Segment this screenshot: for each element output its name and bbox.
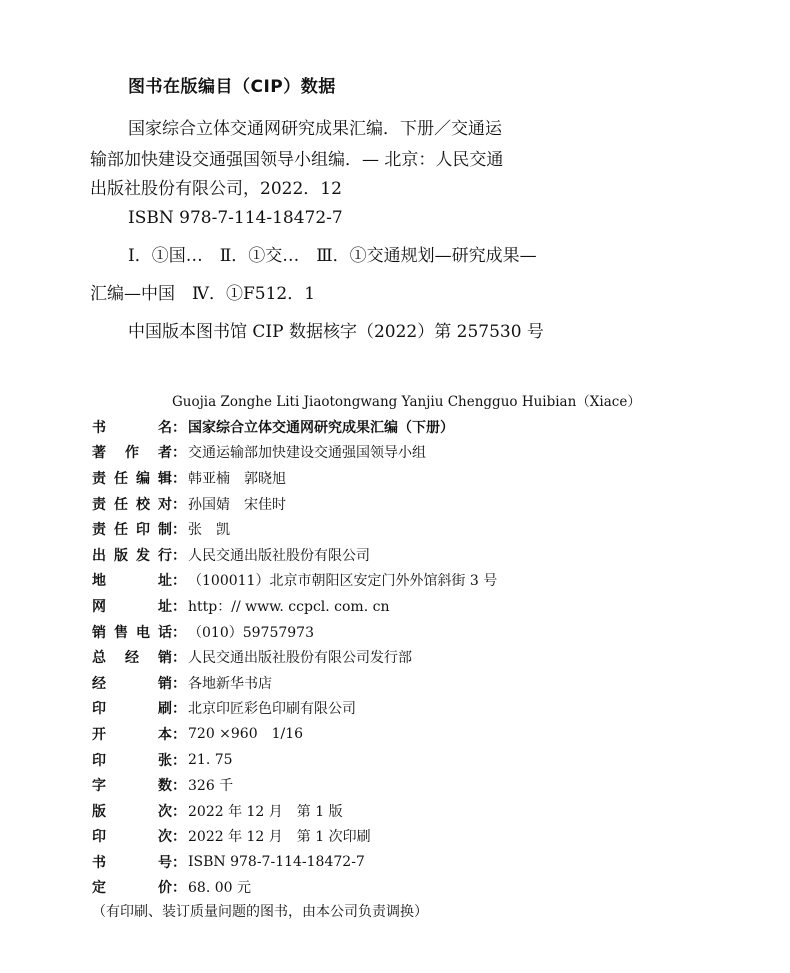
record-row xyxy=(92,696,497,722)
record-label-char: 话 xyxy=(158,624,172,641)
cip-heading: 图书在版编目（CIP）数据 xyxy=(128,77,336,97)
record-value: 68. 00 元 xyxy=(188,880,251,897)
record-label-char: 销 xyxy=(92,624,106,641)
record-label-char: 编 xyxy=(136,470,150,487)
record-label xyxy=(92,826,172,846)
record-label-char: 址 xyxy=(158,573,172,590)
record-colon: ： xyxy=(172,445,186,462)
record-label-char: 印 xyxy=(136,522,150,539)
record-value-part: 2022 年 12 月 xyxy=(188,803,283,820)
record-colon: ： xyxy=(172,419,186,436)
record-row xyxy=(92,593,497,619)
record-colon: ： xyxy=(172,675,186,692)
record-value-part: 孙国婧 xyxy=(188,496,230,513)
record-label-char: 销 xyxy=(158,675,172,692)
record-label-char: 任 xyxy=(114,522,128,539)
record-value-part: 郭晓旭 xyxy=(244,470,286,487)
record-label xyxy=(92,801,172,821)
record-value: 21. 75 xyxy=(188,751,233,768)
record-label-char: 对 xyxy=(158,496,172,513)
record-value: 人民交通出版社股份有限公司 xyxy=(188,547,370,564)
record-row xyxy=(92,414,497,440)
record-label-char: 任 xyxy=(114,470,128,487)
record-label-char: 次 xyxy=(158,803,172,820)
record-value: 国家综合立体交通网研究成果汇编（下册） xyxy=(188,419,454,436)
record-row xyxy=(92,721,497,747)
record-colon: ： xyxy=(172,854,186,871)
record-label xyxy=(92,442,172,462)
record-label-char: 书 xyxy=(92,419,106,436)
cip-title-line-1: 国家综合立体交通网研究成果汇编．下册／交通运 xyxy=(128,119,502,139)
record-row xyxy=(92,875,497,901)
record-value xyxy=(188,826,371,846)
record-label-char: 总 xyxy=(92,650,106,667)
record-label xyxy=(92,494,172,514)
record-value-part: 2022 年 12 月 xyxy=(188,829,283,846)
record-label-char: 电 xyxy=(136,624,150,641)
record-value: 北京印匠彩色印刷有限公司 xyxy=(188,701,356,718)
record-row xyxy=(92,772,497,798)
record-value: 各地新华书店 xyxy=(188,675,272,692)
record-colon: ： xyxy=(172,880,186,897)
record-label-char: 址 xyxy=(158,598,172,615)
record-colon: ： xyxy=(172,701,186,718)
record-label xyxy=(92,673,172,693)
record-colon: ： xyxy=(172,650,186,667)
record-colon: ： xyxy=(172,547,186,564)
record-value-part: 第 1 版 xyxy=(296,803,343,820)
record-label-char: 地 xyxy=(92,573,106,590)
record-value: （100011）北京市朝阳区安定门外外馆斜街 3 号 xyxy=(188,573,498,590)
cip-classification-line-2: 汇编—中国 Ⅳ．①F512．1 xyxy=(90,284,316,304)
record-label-char: 印 xyxy=(92,829,106,846)
record-label-char: 网 xyxy=(92,598,106,615)
publication-record-table xyxy=(92,414,497,900)
record-label-char: 任 xyxy=(114,496,128,513)
record-label-char: 价 xyxy=(158,880,172,897)
record-colon: ： xyxy=(172,624,186,641)
record-label-char: 数 xyxy=(158,778,172,795)
record-value xyxy=(188,801,343,821)
record-label-char: 责 xyxy=(92,496,106,513)
record-value-part: 第 1 次印刷 xyxy=(296,829,371,846)
cip-classification-line-1: Ⅰ．①国… Ⅱ．①交… Ⅲ．①交通规划—研究成果— xyxy=(128,246,537,266)
record-row xyxy=(92,440,497,466)
record-label-char: 印 xyxy=(92,701,106,718)
record-value: 326 千 xyxy=(188,778,234,795)
record-label-char: 出 xyxy=(92,547,106,564)
record-label xyxy=(92,775,172,795)
record-value xyxy=(188,726,303,742)
record-row xyxy=(92,824,497,850)
record-label-char: 销 xyxy=(158,650,172,667)
cip-title-line-2: 输部加快建设交通强国领导小组编．— 北京：人民交通 xyxy=(90,150,504,170)
record-label-char: 张 xyxy=(158,752,172,769)
record-label-char: 著 xyxy=(92,445,106,462)
record-value-part: 1/16 xyxy=(271,725,304,742)
record-label xyxy=(92,417,172,437)
record-row xyxy=(92,619,497,645)
record-label-char: 作 xyxy=(125,445,139,462)
record-label xyxy=(92,724,172,744)
record-label-char: 辑 xyxy=(158,470,172,487)
record-colon: ： xyxy=(172,598,186,615)
record-label-char: 书 xyxy=(92,854,106,871)
record-value: 交通运输部加快建设交通强国领导小组 xyxy=(188,445,426,462)
record-value-part: 韩亚楠 xyxy=(188,470,230,487)
record-label-char: 定 xyxy=(92,880,106,897)
record-row xyxy=(92,465,497,491)
record-label-char: 售 xyxy=(114,624,128,641)
quality-notice: （有印刷、装订质量问题的图书，由本公司负责调换） xyxy=(92,904,428,920)
record-label-char: 本 xyxy=(158,726,172,743)
record-value: http：// www. ccpcl. com. cn xyxy=(188,598,390,615)
record-label-char: 名 xyxy=(158,419,172,436)
record-value-part: 720 ×960 xyxy=(188,725,258,742)
record-label xyxy=(92,698,172,718)
english-title: Guojia Zonghe Liti Jiaotongwang Yanjiu Chengguo Huibian（Xiace） xyxy=(172,394,641,410)
record-colon: ： xyxy=(172,470,186,487)
record-label-char: 开 xyxy=(92,726,106,743)
record-label-char: 行 xyxy=(158,547,172,564)
record-value: 人民交通出版社股份有限公司发行部 xyxy=(188,650,412,667)
record-colon: ： xyxy=(172,573,186,590)
record-value: 张 凯 xyxy=(188,522,230,539)
record-value: ISBN 978-7-114-18472-7 xyxy=(188,853,365,870)
record-label xyxy=(92,596,172,616)
record-value xyxy=(188,494,286,514)
record-value-part: 宋佳时 xyxy=(244,496,286,513)
record-label-char: 号 xyxy=(158,854,172,871)
record-row xyxy=(92,644,497,670)
record-label xyxy=(92,570,172,590)
record-row xyxy=(92,568,497,594)
record-label xyxy=(92,545,172,565)
record-label xyxy=(92,877,172,897)
record-label-char: 印 xyxy=(92,752,106,769)
record-label-char: 发 xyxy=(136,547,150,564)
record-label xyxy=(92,750,172,770)
record-label-char: 经 xyxy=(125,650,139,667)
record-label xyxy=(92,647,172,667)
record-label-char: 次 xyxy=(158,829,172,846)
cip-isbn: ISBN 978-7-114-18472-7 xyxy=(128,208,343,228)
record-label xyxy=(92,622,172,642)
record-label-char: 经 xyxy=(92,675,106,692)
record-label xyxy=(92,468,172,488)
record-label xyxy=(92,519,172,539)
record-row xyxy=(92,670,497,696)
record-label-char: 刷 xyxy=(158,701,172,718)
record-label-char: 字 xyxy=(92,778,106,795)
record-colon: ： xyxy=(172,803,186,820)
record-colon: ： xyxy=(172,829,186,846)
record-label-char: 版 xyxy=(114,547,128,564)
record-label-char: 者 xyxy=(158,445,172,462)
record-label-char: 版 xyxy=(92,803,106,820)
record-label-char: 责 xyxy=(92,470,106,487)
record-colon: ： xyxy=(172,752,186,769)
record-row xyxy=(92,849,497,875)
record-row xyxy=(92,491,497,517)
record-value xyxy=(188,468,286,488)
cip-record-number: 中国版本图书馆 CIP 数据核字（2022）第 257530 号 xyxy=(128,322,544,342)
record-colon: ： xyxy=(172,522,186,539)
record-row xyxy=(92,798,497,824)
record-colon: ： xyxy=(172,496,186,513)
record-row xyxy=(92,516,497,542)
record-value: （010）59757973 xyxy=(188,624,314,641)
record-label-char: 制 xyxy=(158,522,172,539)
record-label-char: 责 xyxy=(92,522,106,539)
record-colon: ： xyxy=(172,726,186,743)
record-colon: ： xyxy=(172,778,186,795)
record-label xyxy=(92,852,172,872)
record-row xyxy=(92,747,497,773)
cip-title-line-3: 出版社股份有限公司，2022．12 xyxy=(90,179,342,199)
record-label-char: 校 xyxy=(136,496,150,513)
record-row xyxy=(92,542,497,568)
